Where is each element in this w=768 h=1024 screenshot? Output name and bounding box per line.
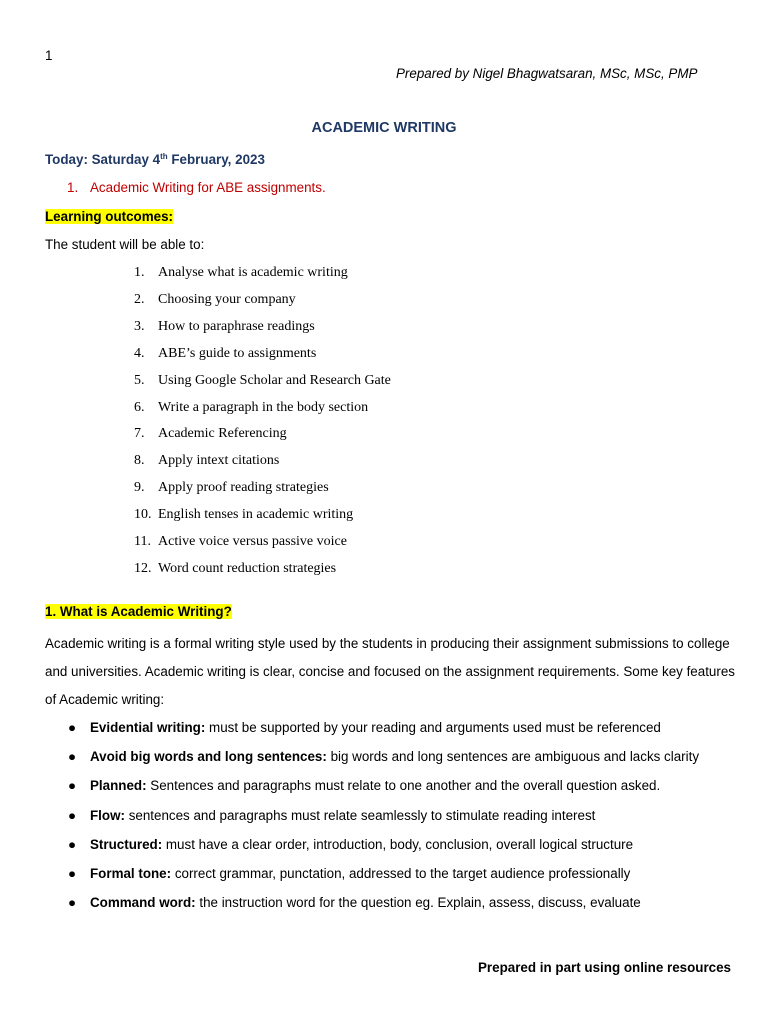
outcome-text: Apply proof reading strategies [158, 480, 329, 496]
feature-description: must have a clear order, introduction, body, conclusion, overall logical structure [162, 836, 634, 852]
outcome-item [134, 373, 594, 389]
outcome-text: ABE’s guide to assignments [158, 345, 317, 361]
outcome-item [134, 265, 594, 281]
outcome-item [134, 480, 594, 496]
outcome-item [134, 319, 594, 335]
outcome-text: Using Google Scholar and Research Gate [158, 372, 391, 388]
outcome-item [134, 534, 594, 550]
feature-bullet-item [68, 720, 661, 735]
outcome-item [134, 426, 594, 442]
bullet-icon: ● [68, 836, 77, 852]
outcome-text: English tenses in academic writing [158, 507, 354, 523]
bullet-icon: ● [68, 866, 77, 881]
feature-term: Evidential writing: [90, 720, 206, 735]
outcome-number: 1. [134, 265, 145, 280]
feature-term: Planned: [90, 778, 147, 794]
date-prefix: Today: Saturday 4 [45, 152, 161, 167]
outcome-item [134, 292, 594, 308]
outcome-item [134, 507, 594, 523]
date-rest: February, 2023 [167, 152, 265, 167]
outcome-item [134, 453, 594, 469]
outcome-text: Apply intext citations [158, 453, 280, 469]
topic-text: Academic Writing for ABE assignments. [90, 180, 326, 195]
outcome-text: Analyse what is academic writing [158, 265, 348, 280]
outcome-item [134, 346, 594, 362]
feature-bullet-item [68, 749, 699, 764]
outcome-number: 10. [134, 507, 152, 523]
outcome-text: Active voice versus passive voice [158, 534, 347, 549]
outcome-number: 4. [134, 345, 145, 361]
feature-term: Structured: [90, 836, 163, 852]
feature-description: correct grammar, punctation, addressed to the target audience professionally [171, 866, 631, 881]
bullet-icon: ● [68, 720, 77, 735]
outcome-number: 3. [134, 318, 145, 334]
learning-outcomes-heading [45, 209, 173, 224]
section-heading-text: 1. What is Academic Writing? [45, 604, 232, 619]
outcome-number: 12. [134, 560, 152, 576]
date-ordinal: th [160, 152, 168, 161]
date-line [45, 152, 265, 167]
outcome-number: 7. [134, 426, 145, 442]
section-heading [45, 604, 232, 619]
learning-outcomes-heading-text: Learning outcomes: [45, 209, 173, 224]
bullet-icon: ● [68, 807, 77, 823]
feature-term: Formal tone: [90, 866, 172, 881]
page-number: 1 [45, 48, 53, 63]
feature-description: must be supported by your reading and arguments used must be referenced [205, 720, 661, 735]
document-title: ACADEMIC WRITING [311, 120, 457, 136]
feature-bullet-item [68, 837, 633, 852]
feature-term: Avoid big words and long sentences: [90, 749, 327, 765]
footer-note: Prepared in part using online resources [478, 960, 732, 975]
outcome-text: Write a paragraph in the body section [158, 399, 369, 415]
feature-bullet-item [68, 895, 641, 910]
learning-outcomes-intro: The student will be able to: [45, 237, 205, 252]
feature-term: Command word: [90, 895, 196, 911]
feature-description: the instruction word for the question eg. Explain, assess, discuss, evaluate [195, 895, 641, 911]
bullet-icon: ● [68, 778, 77, 794]
topic-item [67, 180, 326, 195]
outcome-number: 5. [134, 372, 145, 388]
outcome-item [134, 400, 594, 416]
feature-description: Sentences and paragraphs must relate to one another and the overall question asked. [146, 778, 661, 794]
outcome-text: Choosing your company [158, 291, 296, 307]
prepared-by-header: Prepared by Nigel Bhagwatsaran, MSc, MSc, PMP [396, 66, 698, 81]
outcome-text: How to paraphrase readings [158, 318, 315, 334]
feature-bullet-item [68, 808, 595, 823]
bullet-icon: ● [68, 895, 77, 911]
outcome-number: 2. [134, 291, 145, 307]
outcome-item [134, 561, 594, 577]
feature-description: big words and long sentences are ambiguous and lacks clarity [326, 749, 700, 765]
outcome-number: 9. [134, 480, 145, 496]
feature-bullet-item [68, 866, 630, 881]
feature-description: sentences and paragraphs must relate seamlessly to stimulate reading interest [124, 807, 596, 823]
outcome-text: Word count reduction strategies [158, 560, 337, 576]
feature-bullet-item [68, 778, 660, 793]
outcome-text: Academic Referencing [158, 426, 287, 442]
feature-term: Flow: [90, 807, 125, 823]
section-paragraph: Academic writing is a formal writing style used by the students in producing their assignment submissions to college and universities. Academic writing is clear, concise and focused on the assignment requirements. Some key features of Academic writing: [45, 636, 735, 707]
outcome-number: 11. [134, 534, 151, 549]
topic-number: 1. [67, 180, 79, 195]
outcome-number: 6. [134, 399, 145, 415]
outcome-number: 8. [134, 453, 145, 469]
bullet-icon: ● [68, 749, 77, 765]
